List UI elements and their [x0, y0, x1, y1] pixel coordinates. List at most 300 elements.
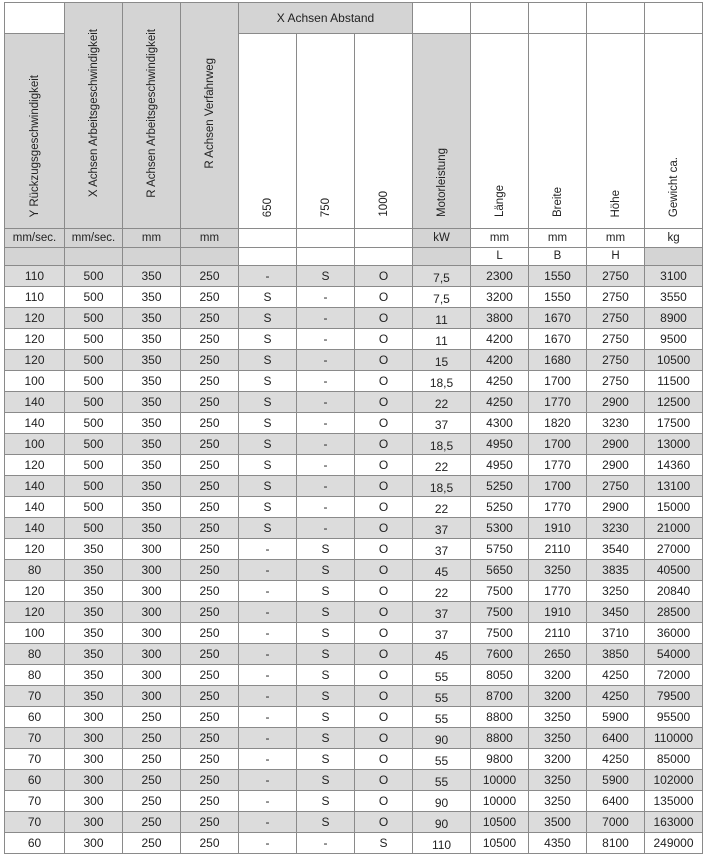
table-cell: - — [239, 728, 297, 749]
table-cell: O — [355, 623, 413, 644]
table-cell: - — [239, 686, 297, 707]
table-cell: 110000 — [645, 728, 703, 749]
col-label: Gewicht ca. — [667, 156, 680, 217]
table-cell: 21000 — [645, 518, 703, 539]
table-cell: 18,5 — [413, 371, 471, 392]
table-cell: S — [297, 812, 355, 833]
col-label: Breite — [551, 186, 564, 217]
table-cell: S — [297, 728, 355, 749]
table-cell: 300 — [123, 623, 181, 644]
header-group-row — [5, 3, 703, 34]
unit-cell — [239, 229, 297, 248]
table-cell: O — [355, 518, 413, 539]
table-cell: 350 — [123, 329, 181, 350]
symbol-cell — [413, 248, 471, 266]
table-cell: 140 — [5, 518, 65, 539]
table-cell: 13100 — [645, 476, 703, 497]
table-cell: 140 — [5, 392, 65, 413]
unit-cell: mm/sec. — [5, 229, 65, 248]
table-cell: O — [355, 434, 413, 455]
table-cell: 10500 — [471, 812, 529, 833]
symbol-cell — [239, 248, 297, 266]
table-cell: 8800 — [471, 707, 529, 728]
col-label: X Achsen Arbeitsgeschwindigkeit — [87, 28, 100, 198]
table-cell: O — [355, 392, 413, 413]
spec-table — [4, 2, 703, 854]
table-cell: 300 — [65, 707, 123, 728]
table-cell: 45 — [413, 560, 471, 581]
table-cell: 250 — [181, 539, 239, 560]
table-cell: 3250 — [529, 770, 587, 791]
table-cell: S — [297, 581, 355, 602]
table-cell: 350 — [123, 455, 181, 476]
col-label: Motorleistung — [435, 147, 448, 217]
table-cell: 2110 — [529, 623, 587, 644]
table-cell: 500 — [65, 497, 123, 518]
table-cell: 10500 — [645, 350, 703, 371]
table-cell: 250 — [123, 812, 181, 833]
table-cell: 250 — [181, 434, 239, 455]
table-cell: 12500 — [645, 392, 703, 413]
table-row — [5, 602, 703, 623]
table-cell: 22 — [413, 455, 471, 476]
table-cell: 120 — [5, 581, 65, 602]
table-cell: 9500 — [645, 329, 703, 350]
col-r-arbeitsgeschwindigkeit — [123, 3, 181, 229]
table-cell: - — [239, 749, 297, 770]
table-cell: 350 — [65, 539, 123, 560]
table-cell: 36000 — [645, 623, 703, 644]
table-cell: - — [297, 371, 355, 392]
table-cell: - — [239, 539, 297, 560]
table-cell: 250 — [181, 770, 239, 791]
table-cell: 140 — [5, 476, 65, 497]
table-cell: S — [297, 623, 355, 644]
table-cell: O — [355, 476, 413, 497]
table-cell: - — [297, 518, 355, 539]
table-cell: 3450 — [587, 602, 645, 623]
unit-cell: mm — [123, 229, 181, 248]
table-row — [5, 749, 703, 770]
table-cell: O — [355, 455, 413, 476]
table-row — [5, 266, 703, 287]
table-cell: 1770 — [529, 497, 587, 518]
table-cell: 9800 — [471, 749, 529, 770]
table-cell: 5250 — [471, 497, 529, 518]
table-cell: 70 — [5, 812, 65, 833]
table-cell: - — [239, 644, 297, 665]
table-cell: O — [355, 728, 413, 749]
unit-cell: kW — [413, 229, 471, 248]
table-cell: 250 — [181, 308, 239, 329]
table-cell: 4250 — [587, 749, 645, 770]
table-cell: 120 — [5, 602, 65, 623]
table-cell: 163000 — [645, 812, 703, 833]
table-cell: 70 — [5, 749, 65, 770]
table-row — [5, 686, 703, 707]
table-cell: 5250 — [471, 476, 529, 497]
table-cell: - — [297, 434, 355, 455]
table-cell: O — [355, 644, 413, 665]
table-cell: 250 — [123, 770, 181, 791]
spec-rows — [5, 266, 703, 854]
table-cell: 250 — [181, 707, 239, 728]
table-row — [5, 497, 703, 518]
col-label: 750 — [319, 197, 332, 217]
table-cell: 350 — [123, 308, 181, 329]
table-cell: S — [297, 749, 355, 770]
table-cell: 3250 — [529, 728, 587, 749]
table-cell: 1550 — [529, 287, 587, 308]
unit-cell: mm — [181, 229, 239, 248]
table-cell: 7,5 — [413, 266, 471, 287]
table-cell: 350 — [65, 602, 123, 623]
table-cell: 37 — [413, 623, 471, 644]
table-cell: 5300 — [471, 518, 529, 539]
table-cell: 250 — [181, 686, 239, 707]
table-cell: 250 — [181, 287, 239, 308]
col-y-rueckzugsgeschwindigkeit — [5, 34, 65, 229]
table-cell: 40500 — [645, 560, 703, 581]
table-cell: - — [297, 329, 355, 350]
header-blank-cell — [645, 3, 703, 34]
table-cell: 350 — [123, 413, 181, 434]
table-cell: 250 — [181, 392, 239, 413]
table-cell: 1670 — [529, 308, 587, 329]
table-cell: 250 — [181, 518, 239, 539]
table-cell: 3850 — [587, 644, 645, 665]
table-cell: 350 — [123, 434, 181, 455]
table-cell: 250 — [181, 560, 239, 581]
table-cell: 110 — [413, 833, 471, 854]
unit-cell — [355, 229, 413, 248]
units-row — [5, 229, 703, 248]
table-cell: 6400 — [587, 728, 645, 749]
table-cell: 7500 — [471, 581, 529, 602]
table-cell: 95500 — [645, 707, 703, 728]
table-cell: 2750 — [587, 476, 645, 497]
header-blank-cell — [413, 3, 471, 34]
table-cell: S — [239, 350, 297, 371]
col-label: Y Rückzugsgeschwindigkeit — [28, 74, 41, 217]
table-cell: O — [355, 791, 413, 812]
table-cell: 300 — [65, 749, 123, 770]
table-cell: 79500 — [645, 686, 703, 707]
table-cell: - — [239, 560, 297, 581]
unit-cell — [297, 229, 355, 248]
table-cell: S — [239, 455, 297, 476]
table-cell: 250 — [181, 665, 239, 686]
table-cell: S — [239, 329, 297, 350]
table-cell: 350 — [123, 497, 181, 518]
table-cell: 1770 — [529, 455, 587, 476]
table-row — [5, 413, 703, 434]
table-cell: - — [297, 833, 355, 854]
table-cell: 6400 — [587, 791, 645, 812]
table-cell: 250 — [123, 707, 181, 728]
col-motorleistung — [413, 34, 471, 229]
table-row — [5, 308, 703, 329]
table-cell: - — [239, 770, 297, 791]
table-cell: - — [297, 413, 355, 434]
table-cell: O — [355, 560, 413, 581]
symbol-cell — [65, 248, 123, 266]
table-cell: O — [355, 497, 413, 518]
table-cell: 1910 — [529, 602, 587, 623]
table-cell: O — [355, 602, 413, 623]
table-cell: 350 — [123, 266, 181, 287]
table-cell: O — [355, 539, 413, 560]
table-cell: 300 — [65, 833, 123, 854]
col-1000 — [355, 34, 413, 229]
table-cell: 100 — [5, 434, 65, 455]
table-cell: 120 — [5, 329, 65, 350]
table-cell: 350 — [123, 476, 181, 497]
table-cell: 250 — [123, 728, 181, 749]
table-cell: 3100 — [645, 266, 703, 287]
table-cell: - — [297, 392, 355, 413]
table-cell: 90 — [413, 791, 471, 812]
table-row — [5, 350, 703, 371]
spec-sheet — [4, 2, 703, 854]
col-label: R Achsen Verfahrweg — [203, 57, 216, 169]
table-cell: 22 — [413, 392, 471, 413]
table-cell: 3250 — [587, 581, 645, 602]
table-cell: 300 — [65, 791, 123, 812]
table-row — [5, 623, 703, 644]
table-cell: 4250 — [471, 392, 529, 413]
table-cell: 72000 — [645, 665, 703, 686]
table-cell: S — [239, 371, 297, 392]
unit-cell: kg — [645, 229, 703, 248]
table-cell: 500 — [65, 287, 123, 308]
table-cell: 2750 — [587, 350, 645, 371]
table-cell: 3230 — [587, 518, 645, 539]
col-label: R Achsen Arbeitsgeschwindigkeit — [145, 28, 158, 198]
table-cell: 4350 — [529, 833, 587, 854]
table-cell: 500 — [65, 350, 123, 371]
table-cell: 2300 — [471, 266, 529, 287]
table-cell: S — [239, 413, 297, 434]
table-cell: 7000 — [587, 812, 645, 833]
table-cell: 7500 — [471, 623, 529, 644]
table-cell: 250 — [181, 833, 239, 854]
table-cell: 13000 — [645, 434, 703, 455]
table-cell: 100 — [5, 623, 65, 644]
table-cell: 11 — [413, 329, 471, 350]
unit-cell: mm — [471, 229, 529, 248]
table-cell: 2900 — [587, 455, 645, 476]
table-cell: 500 — [65, 266, 123, 287]
table-cell: 2750 — [587, 308, 645, 329]
table-cell: - — [239, 665, 297, 686]
symbol-cell: H — [587, 248, 645, 266]
symbol-cell: B — [529, 248, 587, 266]
table-cell: 1700 — [529, 434, 587, 455]
table-cell: O — [355, 749, 413, 770]
table-row — [5, 518, 703, 539]
table-row — [5, 707, 703, 728]
table-cell: 4200 — [471, 329, 529, 350]
table-cell: O — [355, 413, 413, 434]
table-cell: 140 — [5, 497, 65, 518]
table-cell: 5750 — [471, 539, 529, 560]
table-cell: 350 — [65, 581, 123, 602]
table-cell: 300 — [123, 644, 181, 665]
table-row — [5, 833, 703, 854]
table-cell: - — [239, 602, 297, 623]
table-cell: 120 — [5, 455, 65, 476]
table-cell: 37 — [413, 518, 471, 539]
table-cell: 500 — [65, 329, 123, 350]
table-cell: 17500 — [645, 413, 703, 434]
table-cell: 500 — [65, 371, 123, 392]
table-cell: 250 — [181, 476, 239, 497]
table-cell: S — [297, 560, 355, 581]
table-row — [5, 287, 703, 308]
table-cell: 15000 — [645, 497, 703, 518]
table-cell: 8900 — [645, 308, 703, 329]
table-cell: 300 — [123, 560, 181, 581]
table-cell: 140 — [5, 413, 65, 434]
table-cell: O — [355, 329, 413, 350]
table-cell: 8800 — [471, 728, 529, 749]
table-cell: 250 — [181, 371, 239, 392]
table-cell: 14360 — [645, 455, 703, 476]
table-cell: S — [297, 266, 355, 287]
symbol-cell — [355, 248, 413, 266]
table-cell: 300 — [123, 581, 181, 602]
table-cell: 3200 — [529, 665, 587, 686]
table-cell: - — [297, 476, 355, 497]
table-cell: 350 — [123, 518, 181, 539]
table-cell: S — [297, 644, 355, 665]
table-cell: 1550 — [529, 266, 587, 287]
col-laenge — [471, 34, 529, 229]
table-cell: 249000 — [645, 833, 703, 854]
table-cell: 15 — [413, 350, 471, 371]
table-cell: 55 — [413, 770, 471, 791]
table-cell: 3800 — [471, 308, 529, 329]
table-cell: 3500 — [529, 812, 587, 833]
table-cell: O — [355, 350, 413, 371]
table-cell: 300 — [123, 602, 181, 623]
symbols-row — [5, 248, 703, 266]
table-cell: 45 — [413, 644, 471, 665]
table-row — [5, 329, 703, 350]
table-cell: O — [355, 686, 413, 707]
table-row — [5, 560, 703, 581]
table-cell: 3550 — [645, 287, 703, 308]
table-cell: 250 — [123, 749, 181, 770]
table-cell: 4950 — [471, 455, 529, 476]
table-cell: 250 — [123, 833, 181, 854]
table-row — [5, 455, 703, 476]
table-cell: 350 — [65, 623, 123, 644]
table-cell: 80 — [5, 644, 65, 665]
table-cell: 2650 — [529, 644, 587, 665]
table-cell: S — [297, 665, 355, 686]
table-cell: 500 — [65, 413, 123, 434]
table-cell: - — [239, 623, 297, 644]
symbol-cell — [297, 248, 355, 266]
table-cell: S — [297, 602, 355, 623]
table-cell: 250 — [123, 791, 181, 812]
table-cell: 55 — [413, 665, 471, 686]
table-row — [5, 392, 703, 413]
table-row — [5, 665, 703, 686]
table-row — [5, 581, 703, 602]
table-cell: 1670 — [529, 329, 587, 350]
table-row — [5, 770, 703, 791]
table-row — [5, 728, 703, 749]
col-x-arbeitsgeschwindigkeit — [65, 3, 123, 229]
table-cell: 85000 — [645, 749, 703, 770]
table-cell: 80 — [5, 665, 65, 686]
table-cell: - — [297, 455, 355, 476]
table-cell: 4200 — [471, 350, 529, 371]
table-cell: 3200 — [529, 749, 587, 770]
col-label: Länge — [493, 185, 506, 217]
table-cell: 1700 — [529, 476, 587, 497]
table-cell: 60 — [5, 833, 65, 854]
table-cell: 37 — [413, 413, 471, 434]
table-cell: 3835 — [587, 560, 645, 581]
table-cell: 70 — [5, 791, 65, 812]
table-cell: S — [297, 686, 355, 707]
table-cell: 110 — [5, 287, 65, 308]
table-cell: 300 — [123, 665, 181, 686]
unit-cell: mm — [587, 229, 645, 248]
table-cell: 500 — [65, 392, 123, 413]
symbol-cell: L — [471, 248, 529, 266]
table-cell: 500 — [65, 308, 123, 329]
table-cell: 37 — [413, 539, 471, 560]
table-cell: S — [297, 707, 355, 728]
table-cell: 54000 — [645, 644, 703, 665]
table-cell: 1770 — [529, 581, 587, 602]
table-cell: 500 — [65, 518, 123, 539]
col-label: 650 — [261, 197, 274, 217]
table-cell: S — [239, 476, 297, 497]
table-cell: O — [355, 581, 413, 602]
table-cell: 80 — [5, 560, 65, 581]
table-cell: 135000 — [645, 791, 703, 812]
table-cell: 250 — [181, 413, 239, 434]
table-cell: 1820 — [529, 413, 587, 434]
table-cell: O — [355, 707, 413, 728]
table-cell: 60 — [5, 707, 65, 728]
table-cell: 250 — [181, 644, 239, 665]
table-cell: - — [297, 350, 355, 371]
table-cell: 5900 — [587, 707, 645, 728]
table-cell: 55 — [413, 686, 471, 707]
table-cell: 500 — [65, 455, 123, 476]
table-cell: 300 — [65, 770, 123, 791]
table-cell: 2900 — [587, 434, 645, 455]
table-cell: 3250 — [529, 791, 587, 812]
table-cell: O — [355, 266, 413, 287]
table-cell: 300 — [123, 539, 181, 560]
symbol-cell — [645, 248, 703, 266]
table-cell: 250 — [181, 497, 239, 518]
table-cell: 2750 — [587, 329, 645, 350]
col-r-verfahrweg — [181, 3, 239, 229]
table-cell: 27000 — [645, 539, 703, 560]
table-cell: 250 — [181, 266, 239, 287]
table-cell: 3250 — [529, 560, 587, 581]
table-cell: 90 — [413, 812, 471, 833]
